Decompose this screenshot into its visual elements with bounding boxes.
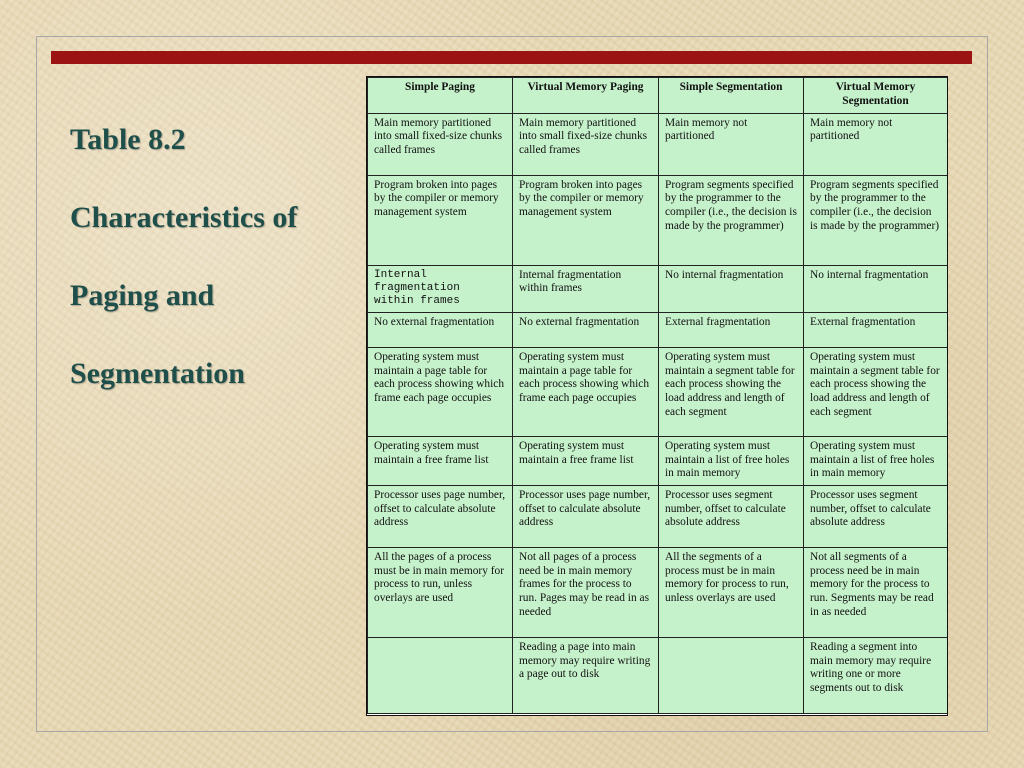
table-cell: Internal fragmentation within frames — [513, 265, 659, 312]
table-cell: Processor uses segment number, offset to calculate absolute address — [659, 485, 804, 547]
table-cell: Operating system must maintain a page table for each process showing which frame each page occupies — [368, 347, 513, 436]
table-cell — [659, 637, 804, 713]
table-cell: Main memory partitioned into small fixed-size chunks called frames — [513, 113, 659, 175]
table-cell: Operating system must maintain a list of free holes in main memory — [804, 436, 948, 485]
characteristics-table-container — [366, 76, 948, 716]
table-cell: Main memory not partitioned — [804, 113, 948, 175]
table-row — [368, 312, 948, 347]
header-simple-paging: Simple Paging — [368, 78, 513, 114]
table-cell: Program segments specified by the programmer to the compiler (i.e., the decision is made by the programmer) — [804, 175, 948, 265]
characteristics-table — [367, 77, 948, 714]
table-row — [368, 113, 948, 175]
slide-title — [70, 118, 350, 430]
title-line-1: Table 8.2 — [70, 123, 186, 156]
table-cell: Reading a segment into main memory may require writing one or more segments out to disk — [804, 637, 948, 713]
title-line-2: Characteristics of — [70, 201, 298, 234]
table-row — [368, 637, 948, 713]
table-cell: Program broken into pages by the compiler or memory management system — [368, 175, 513, 265]
table-cell: Processor uses page number, offset to calculate absolute address — [513, 485, 659, 547]
table-cell: Processor uses segment number, offset to calculate absolute address — [804, 485, 948, 547]
table-row — [368, 347, 948, 436]
table-header-row — [368, 78, 948, 114]
table-cell: Processor uses page number, offset to calculate absolute address — [368, 485, 513, 547]
table-row — [368, 547, 948, 637]
table-cell: Reading a page into main memory may require writing a page out to disk — [513, 637, 659, 713]
table-cell: Main memory not partitioned — [659, 113, 804, 175]
table-cell: Operating system must maintain a page table for each process showing which frame each page occupies — [513, 347, 659, 436]
table-cell: Operating system must maintain a free frame list — [368, 436, 513, 485]
table-cell: No internal fragmentation — [659, 265, 804, 312]
table-cell: All the pages of a process must be in main memory for process to run, unless overlays are used — [368, 547, 513, 637]
table-row — [368, 436, 948, 485]
table-cell: Internal fragmentation within frames — [368, 265, 513, 312]
table-cell: No internal fragmentation — [804, 265, 948, 312]
table-cell: All the segments of a process must be in main memory for process to run, unless overlays are used — [659, 547, 804, 637]
table-cell: Operating system must maintain a list of free holes in main memory — [659, 436, 804, 485]
header-virtual-memory-paging: Virtual Memory Paging — [513, 78, 659, 114]
table-row — [368, 175, 948, 265]
table-cell: Main memory partitioned into small fixed-size chunks called frames — [368, 113, 513, 175]
table-cell: Operating system must maintain a free frame list — [513, 436, 659, 485]
header-virtual-memory-segmentation: Virtual Memory Segmentation — [804, 78, 948, 114]
header-simple-segmentation: Simple Segmentation — [659, 78, 804, 114]
title-line-4: Segmentation — [70, 357, 245, 390]
table-cell: Operating system must maintain a segment table for each process showing the load address and length of each segment — [659, 347, 804, 436]
table-cell: Operating system must maintain a segment table for each process showing the load address and length of each segment — [804, 347, 948, 436]
table-row — [368, 485, 948, 547]
table-cell: External fragmentation — [659, 312, 804, 347]
table-row — [368, 265, 948, 312]
table-cell — [368, 637, 513, 713]
table-cell: Program broken into pages by the compiler or memory management system — [513, 175, 659, 265]
table-cell: Not all segments of a process need be in main memory for the process to run. Segments may be read in as needed — [804, 547, 948, 637]
table-cell: External fragmentation — [804, 312, 948, 347]
table-cell: No external fragmentation — [368, 312, 513, 347]
table-cell: Not all pages of a process need be in main memory frames for the process to run. Pages may be read in as needed — [513, 547, 659, 637]
title-accent-bar — [51, 51, 972, 64]
title-line-3: Paging and — [70, 279, 215, 312]
table-cell: No external fragmentation — [513, 312, 659, 347]
table-cell: Program segments specified by the programmer to the compiler (i.e., the decision is made by the programmer) — [659, 175, 804, 265]
